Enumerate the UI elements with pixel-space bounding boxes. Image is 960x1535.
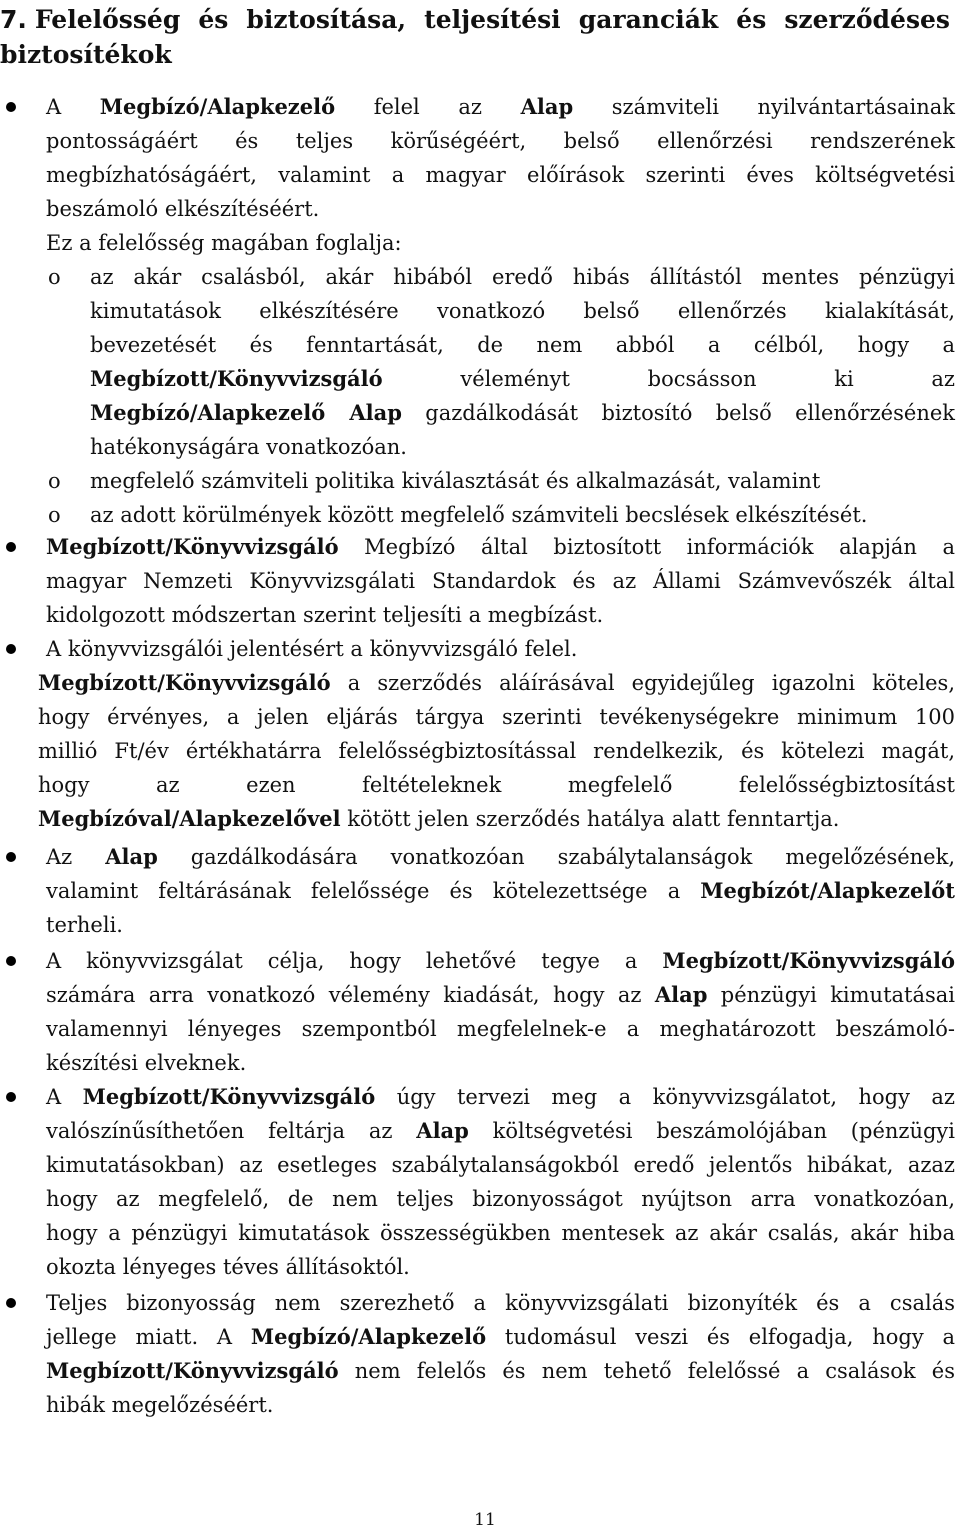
text-run: pontosságáért és teljes körűségéért, belső ellenőrzési rendszerének — [46, 129, 955, 153]
text-line — [46, 1286, 955, 1320]
text-line — [46, 874, 955, 908]
text-run: A könyvvizsgálat célja, hogy lehetővé tegye a — [46, 949, 663, 973]
bold-term: Megbízó/Alapkezelő — [250, 1324, 487, 1349]
text-run: az akár csalásból, akár hibából eredő hibás állítástól mentes pénzügyi — [90, 265, 955, 289]
text-run: hogy a pénzügyi kimutatások összességükben mentesek az akár csalás, akár hiba — [46, 1221, 955, 1245]
text-run: valamint feltárásának felelőssége és kötelezettsége a — [46, 879, 701, 903]
text-run: számára arra vonatkozó vélemény kiadását, hogy az — [46, 983, 655, 1007]
text-line — [46, 192, 955, 226]
sub-bullet-icon: o — [48, 265, 61, 289]
text-run: úgy tervezi meg a könyvvizsgálatot, hogy az — [375, 1085, 956, 1109]
text-run: kidolgozott módszertan szerint teljesíti a megbízást. — [46, 603, 604, 627]
text-run: Ez a felelősség magában foglalja: — [46, 231, 402, 255]
text-run: Teljes bizonyosság nem szerezhető a könyvvizsgálati bizonyíték és a csalás — [46, 1291, 955, 1315]
text-run: okozta lényeges téves állításoktól. — [46, 1255, 410, 1279]
bold-term: Alap — [105, 844, 158, 869]
text-line — [46, 840, 955, 874]
text-line — [46, 598, 955, 632]
text-line — [46, 1320, 955, 1354]
bold-term: Megbízóval/Alapkezelővel — [38, 806, 341, 831]
text-line — [90, 464, 860, 498]
text-run: hogy az megfelelő, de nem teljes bizonyosságot nyújtson arra vonatkozóan, — [46, 1187, 955, 1211]
section-title: Felelősség és biztosítása, teljesítési garanciák és szerződéses biztosítékok — [0, 5, 950, 69]
sub-bullet-icon: o — [48, 503, 61, 527]
text-line — [38, 802, 955, 836]
bold-term: Megbízott/Könyvvizsgáló — [38, 670, 331, 695]
bullet-icon — [6, 956, 16, 966]
sub-bullet-icon: o — [48, 469, 61, 493]
text-line — [90, 362, 955, 396]
bold-term: Megbízót/Alapkezelőt — [700, 878, 955, 903]
text-run: jellege miatt. A — [46, 1325, 251, 1349]
text-run: készítési elveknek. — [46, 1051, 247, 1075]
text-line — [46, 1114, 955, 1148]
text-line — [46, 1046, 955, 1080]
text-run: kimutatások elkészítésére vonatkozó belső ellenőrzés kialakítását, — [90, 299, 955, 323]
text-run: valamennyi lényeges szempontból megfelelnek-e a meghatározott beszámoló- — [46, 1017, 955, 1041]
text-line — [46, 944, 955, 978]
text-line — [46, 1012, 955, 1046]
text-run: hogy érvényes, a jelen eljárás tárgya szerinti tevékenységekre minimum 100 — [38, 705, 955, 729]
text-run: pénzügyi kimutatásai — [707, 983, 956, 1007]
text-line — [46, 1080, 955, 1114]
section-heading — [0, 2, 950, 72]
text-run: a szerződés aláírásával egyidejűleg igazolni köteles, — [330, 671, 955, 695]
text-run: bevezetését és fenntartását, de nem abból a célból, hogy a — [90, 333, 955, 357]
text-run: millió Ft/év értékhatárra felelősségbiztosítással rendelkezik, és kötelezi magát, — [38, 739, 955, 763]
bold-term: Megbízott/Könyvvizsgáló — [662, 948, 955, 973]
text-line — [90, 328, 955, 362]
bold-term: Megbízott/Könyvvizsgáló — [46, 534, 339, 559]
text-run: A — [46, 95, 100, 119]
page-number: 11 — [474, 1510, 496, 1530]
text-run: hogy az ezen feltételeknek megfelelő felelősségbiztosítást — [38, 773, 955, 797]
text-run: nem felelős és nem tehető felelőssé a csalások és — [338, 1359, 955, 1383]
text-run: megfelelő számviteli politika kiválasztását és alkalmazását, valamint — [90, 469, 821, 493]
text-line — [38, 666, 955, 700]
text-line — [46, 564, 955, 598]
text-run: A könyvvizsgálói jelentésért a könyvvizsgáló felel. — [46, 637, 578, 661]
bullet-icon — [6, 1298, 16, 1308]
text-run: terheli. — [46, 913, 123, 937]
text-run: az adott körülmények között megfelelő számviteli becslések elkészítését. — [90, 503, 868, 527]
text-run: kimutatásokban) az esetleges szabálytalanságokból eredő jelentős hibákat, azaz — [46, 1153, 955, 1177]
bullet-icon — [6, 1092, 16, 1102]
text-line — [38, 700, 955, 734]
text-line — [46, 978, 955, 1012]
text-line — [46, 226, 955, 260]
bold-term: Megbízó/Alapkezelő — [99, 94, 336, 119]
text-line — [46, 530, 955, 564]
text-run: hatékonyságára vonatkozóan. — [90, 435, 407, 459]
text-line — [90, 294, 955, 328]
bold-term: Alap — [416, 1118, 469, 1143]
text-line — [46, 908, 955, 942]
text-run: kötött jelen szerződés hatálya alatt fenntartja. — [340, 807, 840, 831]
bold-term: Megbízott/Könyvvizsgáló — [90, 366, 383, 391]
text-line — [46, 1216, 955, 1250]
text-run: gazdálkodására vonatkozóan szabálytalanságok megelőzésének, — [157, 845, 955, 869]
text-run: A — [46, 1085, 83, 1109]
text-line — [38, 768, 955, 802]
text-line — [46, 124, 955, 158]
text-run: magyar Nemzeti Könyvvizsgálati Standardok és az Állami Számvevőszék által — [46, 569, 955, 593]
text-line — [38, 734, 955, 768]
bold-term: Megbízott/Könyvvizsgáló — [46, 1358, 339, 1383]
bold-term: Megbízott/Könyvvizsgáló — [82, 1084, 376, 1109]
text-run: véleményt bocsásson ki az — [382, 367, 955, 391]
text-line — [46, 1388, 955, 1422]
text-line — [46, 1182, 955, 1216]
text-line — [46, 158, 955, 192]
text-run: megbízhatóságáért, valamint a magyar előírások szerinti éves költségvetési — [46, 163, 955, 187]
section-number: 7. — [0, 5, 27, 34]
bold-term: Megbízó/Alapkezelő Alap — [90, 400, 402, 425]
text-line — [46, 1250, 955, 1284]
text-line — [46, 1354, 955, 1388]
text-line — [90, 396, 955, 430]
bullet-icon — [6, 102, 16, 112]
bullet-icon — [6, 644, 16, 654]
text-run: beszámoló elkészítéséért. — [46, 197, 320, 221]
bullet-icon — [6, 542, 16, 552]
text-line — [90, 498, 910, 532]
bold-term: Alap — [654, 982, 708, 1007]
text-run: Az — [46, 845, 106, 869]
text-line — [90, 430, 955, 464]
text-line — [46, 632, 955, 666]
text-run: felel az — [335, 95, 521, 119]
bullet-icon — [6, 852, 16, 862]
text-run: gazdálkodását biztosító belső ellenőrzésének — [401, 401, 955, 425]
text-run: számviteli nyilvántartásainak — [573, 95, 955, 119]
text-run: tudomásul veszi és elfogadja, hogy a — [486, 1325, 955, 1349]
text-line — [90, 260, 955, 294]
bold-term: Alap — [520, 94, 574, 119]
text-run: hibák megelőzéséért. — [46, 1393, 274, 1417]
text-run: Megbízó által biztosított információk alapján a — [338, 535, 955, 559]
text-run: költségvetési beszámolójában (pénzügyi — [468, 1119, 956, 1143]
text-run: valószínűsíthetően feltárja az — [46, 1119, 417, 1143]
text-line — [46, 1148, 955, 1182]
text-line — [46, 90, 955, 124]
